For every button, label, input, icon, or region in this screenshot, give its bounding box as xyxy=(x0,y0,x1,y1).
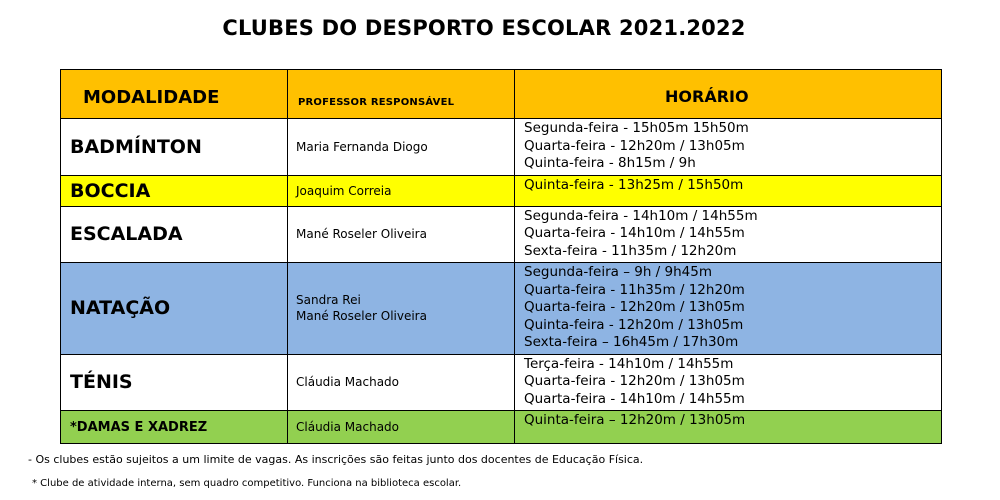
horario-line: Sexta-feira - 11h35m / 12h20m xyxy=(524,242,737,259)
professor-name: Cláudia Machado xyxy=(296,375,400,390)
table-row xyxy=(61,354,942,411)
table-row xyxy=(61,175,942,206)
horario-cell xyxy=(515,354,942,411)
professor-cell xyxy=(288,354,515,411)
modalidade-cell: BADMÍNTON xyxy=(61,119,288,176)
header-horario: HORÁRIO xyxy=(515,70,942,119)
horario-cell xyxy=(515,119,942,176)
horario-line: Quarta-feira - 11h35m / 12h20m xyxy=(524,281,745,298)
modalidade-cell: TÉNIS xyxy=(61,354,288,411)
horario-line: Quarta-feira - 14h10m / 14h55m xyxy=(524,225,745,241)
professor-name: Joaquim Correia xyxy=(296,183,392,198)
horario-line: Quinta-feira - 12h20m / 13h05m xyxy=(524,316,744,333)
horario-cell xyxy=(515,206,942,263)
horario-line: Segunda-feira - 15h05m 15h50m xyxy=(524,120,749,136)
footnote-vagas: - Os clubes estão sujeitos a um limite de vagas. As inscrições são feitas junto dos docentes de Educação Física. xyxy=(28,453,644,466)
header-professor: PROFESSOR RESPONSÁVEL xyxy=(288,70,515,119)
professor-name: Mané Roseler Oliveira xyxy=(296,227,427,242)
horario-line: Quarta-feira - 12h20m / 13h05m xyxy=(524,373,745,389)
professor-name: Mané Roseler Oliveira xyxy=(296,309,427,324)
horario-line: Quarta-feira - 12h20m / 13h05m xyxy=(524,299,745,315)
professor-cell xyxy=(288,175,515,206)
clubs-table xyxy=(60,69,942,444)
table-header-row xyxy=(61,70,942,119)
horario-cell xyxy=(515,175,942,206)
professor-cell xyxy=(288,263,515,355)
modalidade-cell: BOCCIA xyxy=(61,175,288,206)
modalidade-cell: NATAÇÃO xyxy=(61,263,288,355)
table-row xyxy=(61,411,942,444)
horario-line: Quarta-feira - 14h10m / 14h55m xyxy=(524,390,745,407)
horario-line: Quinta-feira - 13h25m / 15h50m xyxy=(524,176,744,193)
horario-line: Quarta-feira - 12h20m / 13h05m xyxy=(524,137,745,154)
footnote-interno: * Clube de atividade interna, sem quadro competitivo. Funciona na biblioteca escolar. xyxy=(32,478,462,489)
table-row xyxy=(61,119,942,176)
page-title: CLUBES DO DESPORTO ESCOLAR 2021.2022 xyxy=(222,16,746,40)
horario-line: Segunda-feira – 9h / 9h45m xyxy=(524,264,712,280)
professor-name: Cláudia Machado xyxy=(296,420,400,434)
professor-cell xyxy=(288,119,515,176)
horario-cell xyxy=(515,411,942,444)
professor-cell xyxy=(288,411,515,444)
modalidade-cell: ESCALADA xyxy=(61,206,288,263)
modalidade-cell: *DAMAS E XADREZ xyxy=(61,411,288,444)
horario-line: Segunda-feira - 14h10m / 14h55m xyxy=(524,207,758,224)
table-row xyxy=(61,263,942,355)
horario-line: Quinta-feira – 12h20m / 13h05m xyxy=(524,412,746,428)
horario-line: Terça-feira - 14h10m / 14h55m xyxy=(524,355,734,372)
header-modalidade: MODALIDADE xyxy=(61,70,288,119)
professor-cell xyxy=(288,206,515,263)
horario-line: Quinta-feira - 8h15m / 9h xyxy=(524,155,696,171)
horario-line: Sexta-feira – 16h45m / 17h30m xyxy=(524,334,739,350)
table-row xyxy=(61,206,942,263)
horario-cell xyxy=(515,263,942,355)
professor-name: Sandra Rei xyxy=(296,293,361,308)
professor-name: Maria Fernanda Diogo xyxy=(296,139,428,154)
